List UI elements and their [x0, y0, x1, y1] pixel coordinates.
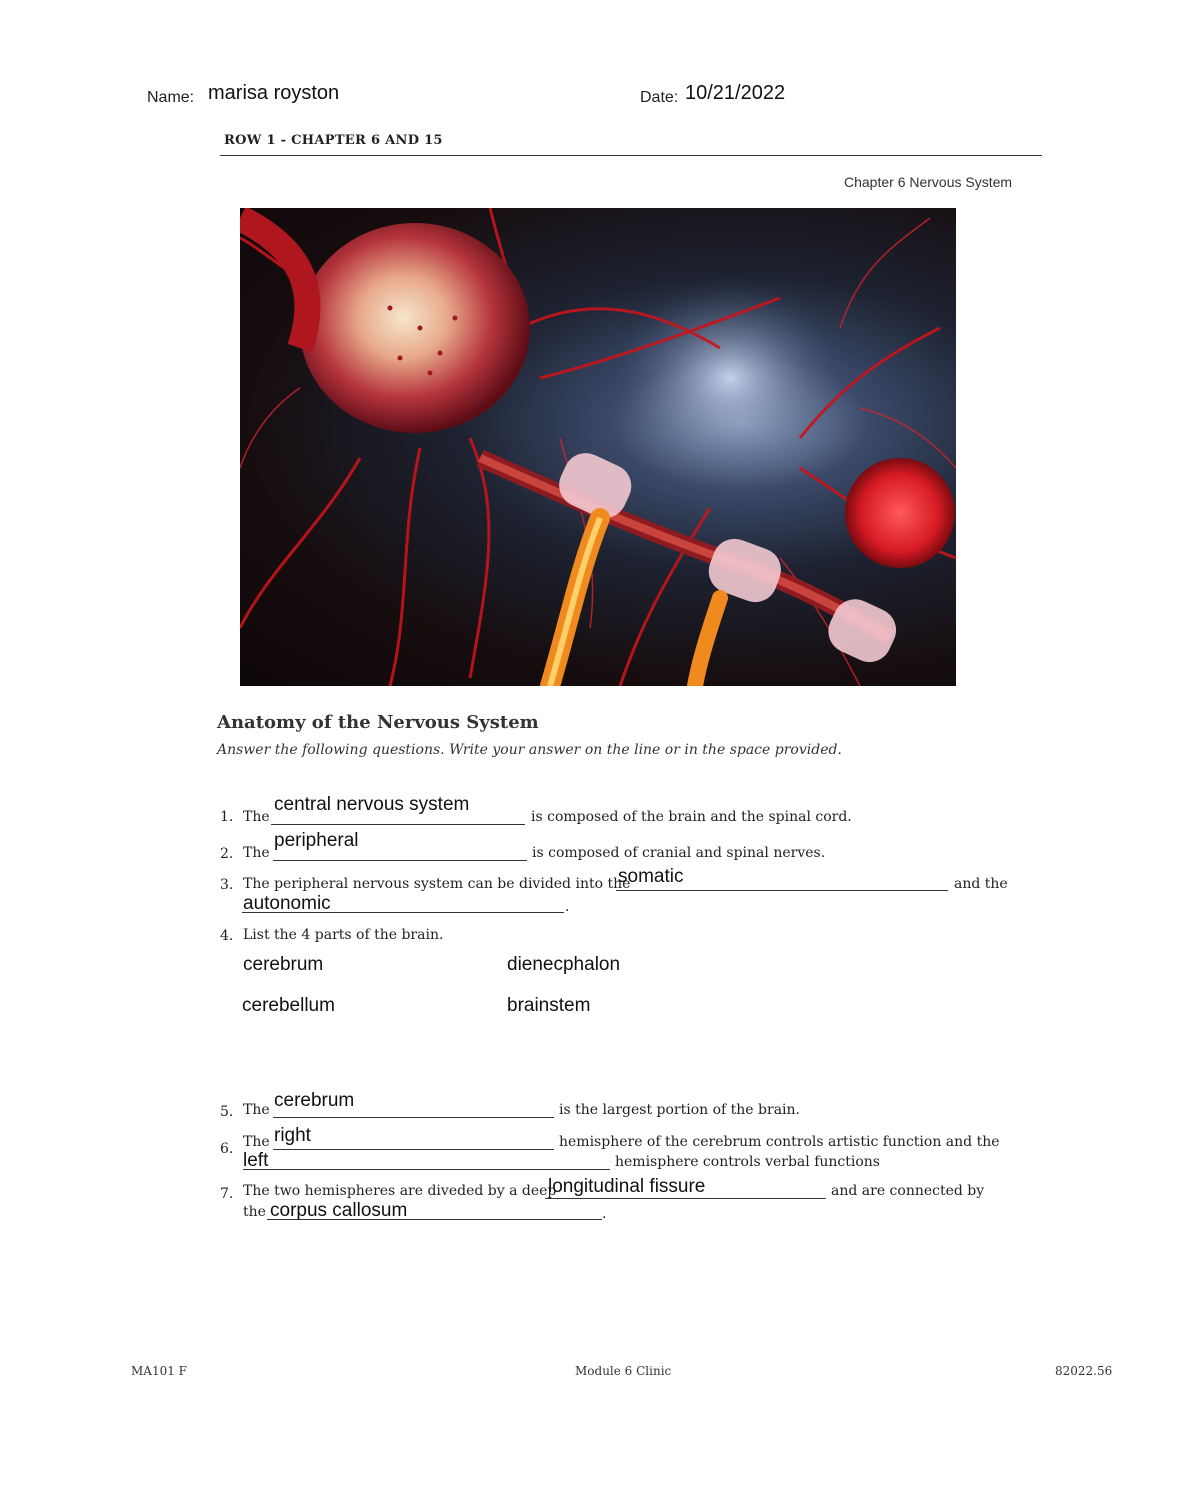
q6-answer2[interactable]: left — [243, 1150, 269, 1171]
q2-suffix: is composed of cranial and spinal nerves. — [532, 845, 826, 861]
q1-number: 1. — [220, 809, 234, 825]
q4-number: 4. — [220, 928, 234, 944]
q7-answer1[interactable]: longitudinal fissure — [548, 1176, 706, 1197]
q7-prefix: The two hemispheres are diveded by a deep — [243, 1183, 557, 1199]
q6-answer1[interactable]: right — [274, 1125, 311, 1146]
header-divider — [220, 155, 1042, 156]
q4-answer-4[interactable]: brainstem — [507, 995, 591, 1016]
q3-answer1-line — [616, 890, 948, 891]
q1-answer[interactable]: central nervous system — [274, 794, 470, 815]
q7-prefix2: the — [243, 1204, 266, 1220]
q4-answer-2[interactable]: dienecphalon — [507, 954, 621, 975]
q7-number: 7. — [220, 1186, 234, 1202]
section-title: Anatomy of the Nervous System — [217, 712, 539, 733]
q3-prefix: The peripheral nervous system can be divided into the — [243, 876, 631, 892]
q6-answer1-line — [273, 1149, 554, 1150]
row-title: ROW 1 - CHAPTER 6 AND 15 — [224, 133, 443, 148]
neuron-illustration — [240, 208, 956, 686]
q2-number: 2. — [220, 846, 234, 862]
q3-answer2[interactable]: autonomic — [243, 893, 331, 914]
q3-end: . — [565, 899, 570, 915]
q2-answer-line — [273, 860, 527, 861]
q6-answer2-line — [243, 1169, 610, 1170]
q2-prefix: The — [243, 845, 270, 861]
name-value: marisa royston — [208, 82, 340, 104]
chapter-title: Chapter 6 Nervous System — [844, 174, 1013, 190]
date-label: Date: — [640, 89, 679, 106]
q5-answer-line — [273, 1117, 554, 1118]
q7-end: . — [602, 1206, 607, 1222]
q5-suffix: is the largest portion of the brain. — [559, 1102, 800, 1118]
section-instructions: Answer the following questions. Write your answer on the line or in the space provided. — [217, 742, 842, 758]
q4-text: List the 4 parts of the brain. — [243, 927, 444, 943]
q1-prefix: The — [243, 809, 270, 825]
q5-answer[interactable]: cerebrum — [274, 1090, 355, 1111]
q7-mid: and are connected by — [831, 1183, 985, 1199]
q6-prefix: The — [243, 1134, 270, 1150]
footer-center: Module 6 Clinic — [575, 1364, 672, 1378]
date-value: 10/21/2022 — [685, 82, 786, 104]
q3-answer1[interactable]: somatic — [618, 866, 684, 887]
q6-mid: hemisphere of the cerebrum controls artistic function and the — [559, 1134, 1000, 1150]
q4-answer-1[interactable]: cerebrum — [243, 954, 324, 975]
q6-number: 6. — [220, 1141, 234, 1157]
name-label: Name: — [147, 89, 195, 106]
q5-prefix: The — [243, 1102, 270, 1118]
q2-answer[interactable]: peripheral — [274, 830, 359, 851]
q7-answer2[interactable]: corpus callosum — [270, 1200, 408, 1221]
q5-number: 5. — [220, 1104, 234, 1120]
q3-number: 3. — [220, 877, 234, 893]
q1-answer-line — [271, 824, 525, 825]
q7-answer1-line — [545, 1198, 826, 1199]
q1-suffix: is composed of the brain and the spinal cord. — [531, 809, 852, 825]
neuron-illustration-svg — [240, 208, 956, 686]
q6-suffix: hemisphere controls verbal functions — [615, 1154, 880, 1170]
q3-mid: and the — [954, 876, 1008, 892]
q4-answer-3[interactable]: cerebellum — [242, 995, 335, 1016]
footer-left: MA101 F — [131, 1364, 187, 1378]
footer-right: 82022.56 — [1055, 1364, 1113, 1378]
